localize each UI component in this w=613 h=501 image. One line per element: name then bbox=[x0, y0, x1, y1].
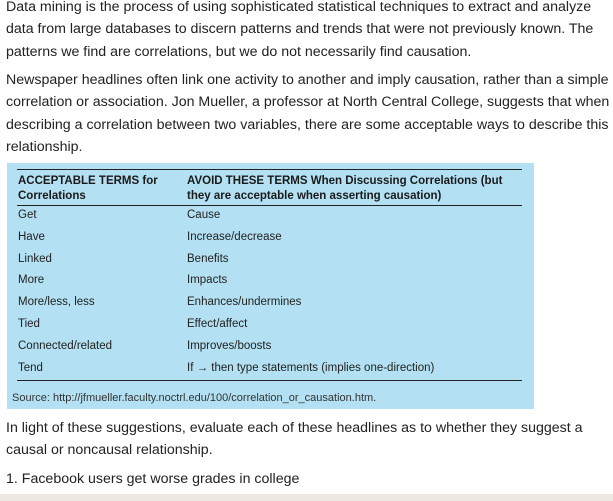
acceptable-term: Tend bbox=[18, 361, 43, 374]
avoid-term: Cause bbox=[187, 209, 221, 221]
headlines-line: relationship. bbox=[6, 138, 83, 155]
table-row bbox=[17, 228, 522, 250]
table-row bbox=[17, 337, 522, 359]
intro-line: data from large databases to discern patterns and trends that were not previously known. The bbox=[6, 21, 594, 38]
headlines-line: Newspaper headlines often link one activity to another and imply causation, rather than a simple bbox=[6, 72, 609, 88]
avoid-term: Increase/decrease bbox=[187, 230, 282, 243]
avoid-term: Effect/affect bbox=[187, 317, 248, 330]
headlines-line: describing a correlation between two variables, there are some acceptable ways to describe this bbox=[6, 116, 609, 133]
table-row bbox=[17, 206, 522, 228]
instruction-paragraph bbox=[6, 417, 583, 462]
headlines-line: correlation or association. Jon Mueller, a professor at North Central College, suggests that when bbox=[6, 94, 610, 111]
avoid-terms-heading: AVOID THESE TERMS When Discussing Correlations (but they are acceptable when asserting causation) bbox=[187, 175, 503, 202]
intro-line: patterns we find are correlations, but we do not necessarily find causation. bbox=[6, 43, 472, 60]
table-header bbox=[17, 169, 522, 206]
intro-line: Data mining is the process of using sophisticated statistical techniques to extract and analyze bbox=[6, 0, 592, 15]
bottom-divider bbox=[0, 494, 613, 501]
correlation-terms-table bbox=[17, 169, 522, 381]
instruction-line: In light of these suggestions, evaluate each of these headlines as to whether they suggest a bbox=[6, 420, 583, 436]
table-row bbox=[17, 293, 522, 315]
instruction-line: causal or noncausal relationship. bbox=[6, 442, 213, 459]
avoid-term: If → then type statements (implies one-direction) bbox=[187, 361, 435, 374]
table-row bbox=[17, 271, 522, 293]
table-row bbox=[17, 315, 522, 337]
headline-question-1: 1. Facebook users get worse grades in college bbox=[6, 471, 300, 487]
table-bottom-rule bbox=[17, 380, 522, 381]
acceptable-term: Get bbox=[18, 209, 37, 221]
acceptable-term: Tied bbox=[18, 317, 40, 330]
avoid-term: Impacts bbox=[187, 274, 228, 287]
table-row bbox=[17, 359, 522, 381]
source-citation: Source: http://jfmueller.faculty.noctrl.edu/100/correlation_or_causation.htm. bbox=[12, 392, 377, 404]
acceptable-term: Connected/related bbox=[18, 339, 112, 352]
headlines-paragraph bbox=[6, 69, 609, 158]
acceptable-term: More/less, less bbox=[18, 296, 95, 309]
intro-paragraph bbox=[6, 0, 593, 63]
acceptable-term: More bbox=[18, 274, 45, 287]
avoid-term: Benefits bbox=[187, 252, 229, 265]
table-row bbox=[17, 250, 522, 272]
acceptable-term: Linked bbox=[18, 252, 52, 265]
correlation-terms-figure bbox=[7, 163, 534, 409]
avoid-term: Improves/boosts bbox=[187, 339, 272, 352]
acceptable-terms-heading: ACCEPTABLE TERMS for Correlations bbox=[18, 175, 158, 202]
acceptable-term: Have bbox=[18, 230, 45, 243]
avoid-term: Enhances/undermines bbox=[187, 296, 302, 309]
